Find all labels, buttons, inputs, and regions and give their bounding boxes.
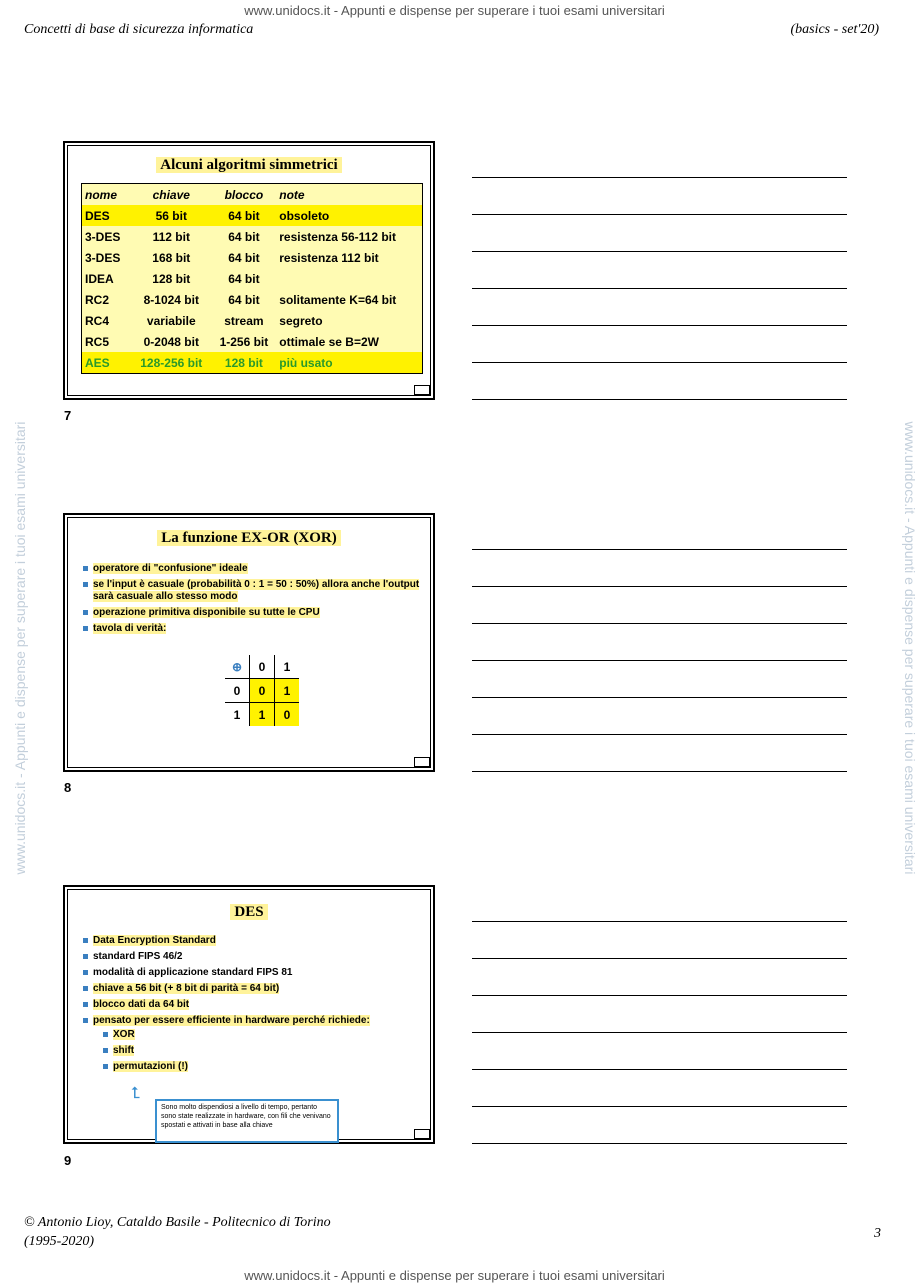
slide-frame	[67, 517, 431, 768]
page-number: 3	[874, 1226, 881, 1241]
cell: 64 bit	[228, 229, 260, 244]
cell: 0	[250, 679, 275, 703]
footer-copyright: © Antonio Lioy, Cataldo Basile - Politecnico di Torino (1995-2020)	[24, 1215, 331, 1249]
cell: 64 bit	[212, 205, 277, 226]
slide-corner-box	[414, 757, 430, 767]
cell: 128 bit	[152, 271, 191, 286]
cell: 1	[225, 703, 250, 727]
watermark-bottom: www.unidocs.it - Appunti e dispense per superare i tuoi esami universitari	[244, 1268, 665, 1283]
watermark-right: www.unidocs.it - Appunti e dispense per superare i tuoi esami universitari	[902, 421, 918, 875]
cell: 1-256 bit	[219, 334, 269, 349]
slide-9	[63, 885, 435, 1144]
table-row	[82, 289, 423, 310]
header-set: (basics - set'20)	[790, 22, 879, 37]
cell: solitamente K=64 bit	[279, 292, 397, 307]
bullet-list	[83, 563, 423, 639]
list-item: shift	[103, 1045, 423, 1057]
table-row	[82, 226, 423, 247]
list-item: chiave a 56 bit (+ 8 bit di parità = 64 bit)	[83, 983, 423, 995]
cell: 1	[275, 679, 300, 703]
cell: 1	[250, 703, 275, 727]
cell: 64 bit	[228, 271, 260, 286]
list-item: XOR	[103, 1029, 423, 1041]
col-header: chiave	[152, 187, 190, 202]
list-item: tavola di verità:	[83, 623, 423, 635]
annotation-callout: Sono molto dispendiosi a livello di tempo, pertanto sono state realizzate in hardware, con fili che venivano spostati e attivati in base alla chiave	[155, 1099, 339, 1143]
cell: variabile	[146, 313, 196, 328]
bullet-icon	[103, 1048, 108, 1053]
table-row	[82, 310, 423, 331]
cell: 8-1024 bit	[143, 292, 199, 307]
cell: obsoleto	[276, 205, 422, 226]
table-row	[82, 268, 423, 289]
cell: IDEA	[85, 271, 114, 286]
cell: stream	[224, 313, 264, 328]
bullet-icon	[83, 954, 88, 959]
list-item: se l'input è casuale (probabilità 0 : 1 = 50 : 50%) allora anche l'output sarà casuale allo stesso modo	[83, 579, 423, 603]
arrow-up-icon: ⮤	[131, 1085, 141, 1102]
sub-bullet-list	[103, 1029, 423, 1073]
bullet-list	[83, 935, 423, 1077]
list-item: pensato per essere efficiente in hardware perché richiede: XOR shift permutazioni (!)	[83, 1015, 423, 1073]
cell	[276, 268, 422, 289]
watermark-left: www.unidocs.it - Appunti e dispense per superare i tuoi esami universitari	[12, 421, 28, 875]
bullet-icon	[103, 1032, 108, 1037]
notes-lines	[472, 921, 847, 1180]
cell: più usato	[276, 352, 422, 374]
col-header: note	[279, 187, 305, 202]
list-item: operatore di "confusione" ideale	[83, 563, 423, 575]
list-item: Data Encryption Standard	[83, 935, 423, 947]
cell: RC5	[85, 334, 110, 349]
cell: DES	[82, 205, 132, 226]
list-item: blocco dati da 64 bit	[83, 999, 423, 1011]
bullet-icon	[103, 1064, 108, 1069]
slide-corner-box	[414, 385, 430, 395]
cell: 0	[275, 703, 300, 727]
cell: 168 bit	[152, 250, 191, 265]
slide-corner-box	[414, 1129, 430, 1139]
slide-number: 9	[64, 1153, 72, 1168]
cell: 0	[225, 679, 250, 703]
cell: 128 bit	[212, 352, 277, 374]
notes-lines	[472, 177, 847, 436]
cell: resistenza 112 bit	[279, 250, 379, 265]
cell: 64 bit	[228, 292, 260, 307]
cell: 0-2048 bit	[143, 334, 199, 349]
bullet-icon	[83, 610, 88, 615]
slide-number: 8	[64, 780, 72, 795]
watermark-top: www.unidocs.it - Appunti e dispense per superare i tuoi esami universitari	[244, 3, 665, 18]
xor-truth-table	[225, 655, 299, 726]
cell: RC4	[85, 313, 110, 328]
bullet-icon	[83, 1002, 88, 1007]
cell: 128-256 bit	[131, 352, 212, 374]
bullet-icon	[83, 566, 88, 571]
slide-number: 7	[64, 408, 72, 423]
table-row	[82, 205, 423, 226]
slide-title: DES	[65, 904, 433, 921]
cell: 3-DES	[85, 229, 121, 244]
col-header: blocco	[224, 187, 264, 202]
list-item: modalità di applicazione standard FIPS 81	[83, 967, 423, 979]
cell: 64 bit	[228, 250, 260, 265]
list-item: operazione primitiva disponibile su tutte le CPU	[83, 607, 423, 619]
cell: 0	[250, 655, 275, 679]
notes-lines	[472, 549, 847, 808]
list-item: standard FIPS 46/2	[83, 951, 423, 963]
bullet-icon	[83, 1018, 88, 1023]
bullet-icon	[83, 986, 88, 991]
algorithms-table	[81, 183, 423, 374]
bullet-icon	[83, 582, 88, 587]
cell: ottimale se B=2W	[279, 334, 379, 349]
table-row	[82, 331, 423, 352]
bullet-icon	[83, 626, 88, 631]
slide-8	[63, 513, 435, 772]
cell: RC2	[85, 292, 110, 307]
cell: 3-DES	[85, 250, 121, 265]
table-row	[82, 352, 423, 374]
slide-7	[63, 141, 435, 400]
cell: 112 bit	[152, 229, 190, 244]
cell: resistenza 56-112 bit	[279, 229, 396, 244]
cell: AES	[82, 352, 132, 374]
list-item: permutazioni (!)	[103, 1061, 423, 1073]
cell: 56 bit	[131, 205, 212, 226]
bullet-icon	[83, 938, 88, 943]
header-title: Concetti di base di sicurezza informatica	[24, 22, 254, 37]
xor-symbol: ⊕	[225, 655, 250, 679]
cell: segreto	[279, 313, 323, 328]
slide-title: Alcuni algoritmi simmetrici	[65, 157, 433, 174]
table-row	[82, 247, 423, 268]
col-header: nome	[85, 187, 118, 202]
slide-title: La funzione EX-OR (XOR)	[65, 530, 433, 547]
bullet-icon	[83, 970, 88, 975]
cell: 1	[275, 655, 300, 679]
